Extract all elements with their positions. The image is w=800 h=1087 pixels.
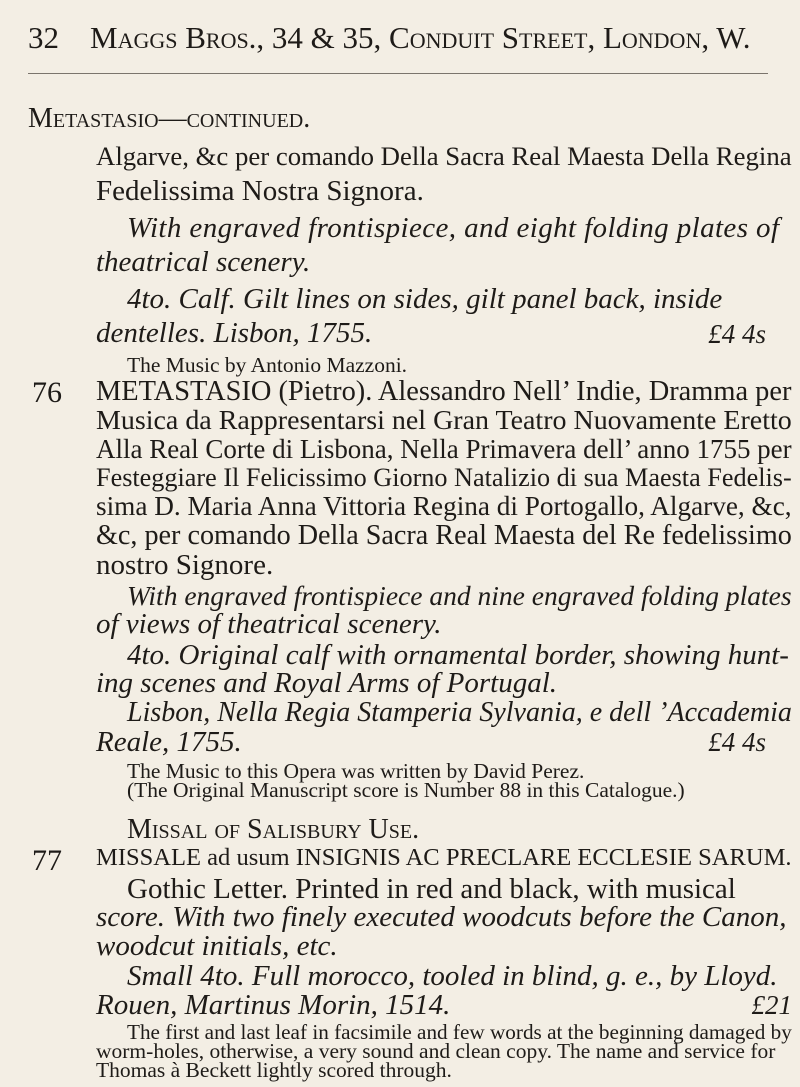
lot-line: Rouen, Martinus Morin, 1514.	[96, 988, 451, 1021]
lot-line: nostro Signore.	[96, 548, 274, 581]
intro-line: 4to. Calf. Gilt lines on sides, gilt panel back, inside	[127, 283, 723, 315]
lot-line: Alla Real Corte di Lisbona, Nella Primavera dell’ anno 1755 per	[96, 433, 792, 464]
price: £4 4s	[708, 727, 766, 758]
price: £4 4s	[708, 319, 766, 349]
page-header	[28, 20, 768, 56]
lot-number: 76	[32, 376, 62, 410]
lot-note: The Music to this Opera was written by David Perez.	[127, 758, 585, 783]
lot-note: The first and last leaf in facsimile and few words at the beginning damaged by	[127, 1020, 792, 1045]
lot-number: 77	[32, 844, 62, 878]
lot-line: &c, per comando Della Sacra Real Maesta del Re fedelissimo	[96, 519, 792, 551]
lot-line: With engraved frontispiece and nine engraved folding plates	[127, 579, 792, 611]
lot-note: (The Original Manuscript score is Number 88 in this Catalogue.)	[127, 777, 685, 802]
lot-note: worm-holes, otherwise, a very sound and clean copy. The name and service for	[96, 1039, 776, 1064]
lot-line: Lisbon, Nella Regia Stamperia Sylvania, e dell ’Accademia	[127, 697, 792, 729]
intro-line: Fedelissima Nostra Signora.	[96, 175, 424, 207]
lot-line: Musica da Rappresentarsi nel Gran Teatro Nuovamente Eretto	[96, 404, 792, 436]
publisher-line: Maggs Bros., 34 & 35, Conduit Street, London, W.	[90, 20, 751, 55]
intro-line: With engraved frontispiece, and eight folding plates of	[127, 212, 780, 244]
lot-note: Thomas à Beckett lightly scored through.	[96, 1058, 452, 1083]
lot-line: woodcut initials, etc.	[96, 929, 338, 962]
section-heading-missal: Missal of Salisbury Use.	[127, 814, 420, 846]
intro-line: Algarve, &c per comando Della Sacra Real Maesta Della Regina	[96, 141, 792, 171]
lot-line: sima D. Maria Anna Vittoria Regina di Portogallo, Algarve, &c,	[96, 490, 792, 521]
intro-note: The Music by Antonio Mazzoni.	[127, 353, 408, 378]
lot-line: score. With two finely executed woodcuts before the Canon,	[96, 901, 787, 934]
lot-line: of views of theatrical scenery.	[96, 607, 442, 640]
intro-line: dentelles. Lisbon, 1755.	[96, 317, 373, 349]
lot-line: Reale, 1755.	[96, 725, 242, 758]
lot-line: METASTASIO (Pietro). Alessandro Nell’ Indie, Dramma per	[96, 376, 792, 408]
price: £21	[751, 990, 792, 1021]
lot-line: MISSALE ad usum INSIGNIS AC PRECLARE ECCLESIE SARUM.	[96, 844, 792, 872]
page-number: 32	[28, 20, 59, 55]
intro-line: theatrical scenery.	[96, 246, 311, 278]
lot-line: Small 4to. Full morocco, tooled in blind, g. e., by Lloyd.	[127, 960, 778, 993]
lot-line: Gothic Letter. Printed in red and black, with musical	[127, 873, 736, 906]
lot-line: 4to. Original calf with ornamental border, showing hunt-	[127, 638, 789, 671]
lot-line: Festeggiare Il Felicissimo Giorno Natalizio di sua Maesta Fedelis-	[96, 462, 792, 492]
header-rule	[28, 73, 768, 74]
lot-line: ing scenes and Royal Arms of Portugal.	[96, 666, 558, 699]
section-heading-metastasio: Metastasio—continued.	[28, 103, 311, 134]
